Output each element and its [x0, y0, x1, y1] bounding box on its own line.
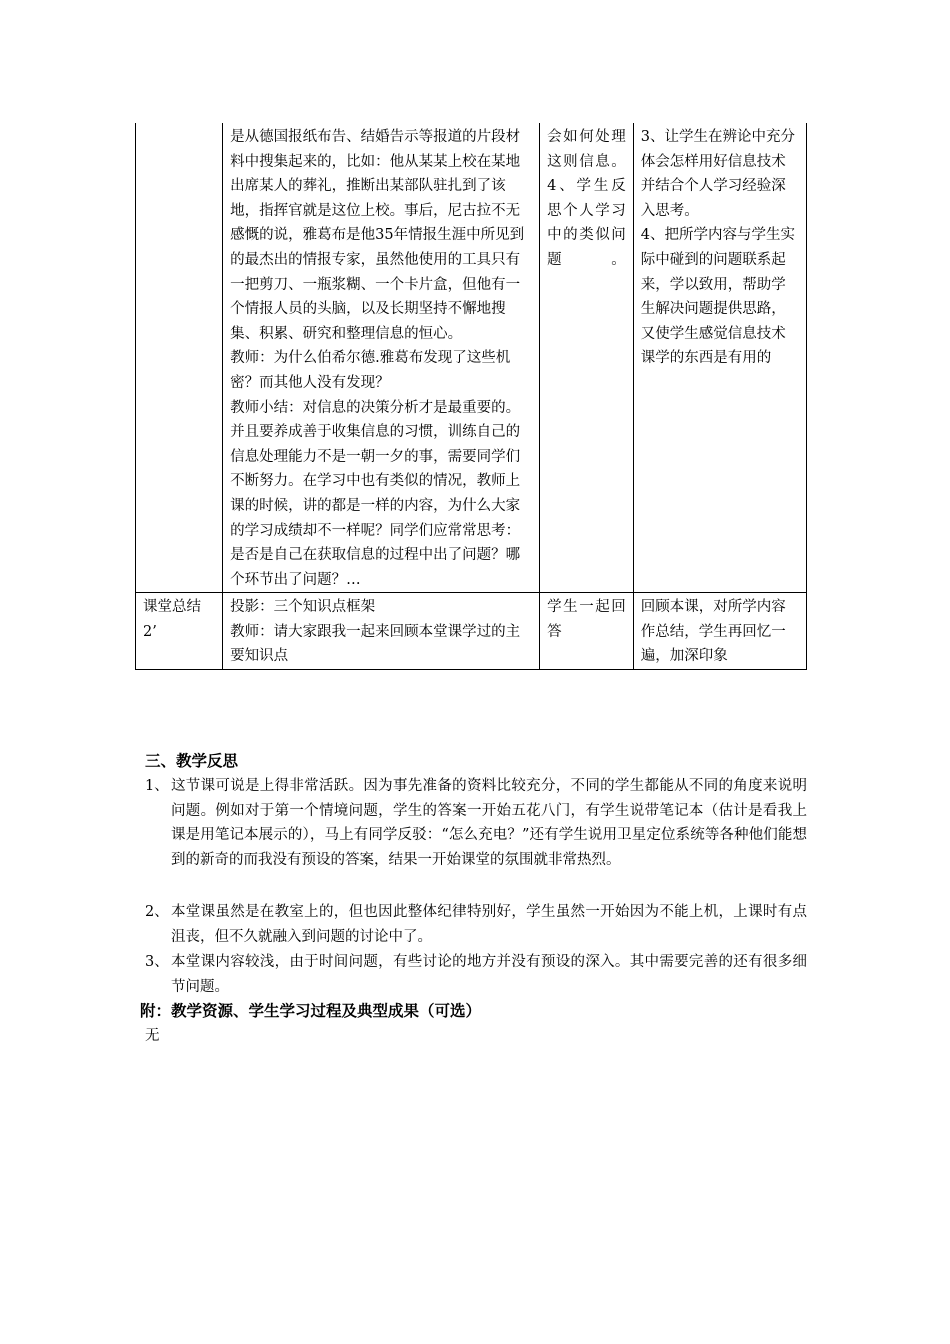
paragraph: 教师小结：对信息的决策分析才是最重要的。并且要养成善于收集信息的习惯，训练自己的信息处理能力不是一朝一夕的事，需要同学们不断努力。在学习中也有类似的情况，教师上课的时候，讲的都是一样的内容，为什么大家的学习成绩却不一样呢？同学们应常常思考：是否是自己在获取信息的过程中出了问题？哪个环节出了问题？… [230, 399, 521, 588]
stage-name: 课堂总结 [143, 599, 201, 616]
table-row [136, 123, 807, 593]
list-item [145, 900, 807, 949]
paragraph: 4、把所学内容与学生实际中碰到的问题联系起来，学以致用，帮助学生解决问题提供思路，又使学生感觉信息技术课学的东西是有用的 [640, 227, 796, 367]
paragraph: 教师：请大家跟我一起来回顾本堂课学过的主要知识点 [230, 623, 521, 665]
design-intent-cell: 回顾本课，对所学内容作总结，学生再回忆一遍，加深印象 [633, 593, 806, 670]
teacher-activity-cell [223, 123, 540, 593]
paragraph: 投影：三个知识点框架 [230, 599, 376, 616]
paragraph: 4、学生反思个人学习中的类似问题。 [547, 178, 626, 268]
item-text: 这节课可说是上得非常活跃。因为事先准备的资料比较充分，不同的学生都能从不同的角度来说明问题。例如对于第一个情境问题，学生的答案一开始五花八门，有学生说带笔记本（估计是看我上课是用笔记本展示的），马上有同学反驳：“怎么充电？”还有学生说用卫星定位系统等各种他们能想到的新奇的而我没有预设的答案，结果一开始课堂的氛围就非常热烈。 [171, 778, 807, 868]
appendix-title: 附：教学资源、学生学习过程及典型成果（可选） [140, 1001, 482, 1020]
appendix-text: 无 [145, 1028, 160, 1044]
design-intent-cell [633, 123, 806, 593]
table-row [136, 593, 807, 670]
stage-cell [136, 593, 223, 670]
stage-cell [136, 123, 223, 593]
stage-duration: 2’ [143, 623, 157, 640]
lesson-table [135, 123, 807, 670]
teacher-activity-cell [223, 593, 540, 670]
item-number: 3、 [145, 954, 169, 970]
student-activity-cell: 学生一起回答 [540, 593, 634, 670]
paragraph: 会如何处理这则信息。 [547, 129, 626, 170]
student-activity-cell [540, 123, 634, 593]
item-text: 本堂课内容较浅，由于时间问题，有些讨论的地方并没有预设的深入。其中需要完善的还有很多细节问题。 [171, 954, 807, 995]
item-text: 本堂课虽然是在教室上的，但也因此整体纪律特别好，学生虽然一开始因为不能上机，上课时有点沮丧，但不久就融入到问题的讨论中了。 [171, 904, 807, 945]
paragraph: 3、让学生在辨论中充分体会怎样用好信息技术并结合个人学习经验深入思考。 [640, 129, 796, 219]
paragraph: 是从德国报纸布告、结婚告示等报道的片段材料中搜集起来的，比如：他从某某上校在某地出席某人的葬礼，推断出某部队驻扎到了该地，指挥官就是这位上校。事后，尼古拉不无感慨的说，雅葛布是他35年情报生涯中所见到的最杰出的情报专家，虽然他使用的工具只有一把剪刀、一瓶浆糊、一个卡片盒，但他有一个情报人员的头脑，以及长期坚持不懈地搜集、积累、研究和整理信息的恒心。 [230, 129, 525, 342]
item-number: 1、 [145, 778, 169, 794]
item-number: 2、 [145, 904, 169, 920]
section-title: 三、教学反思 [145, 751, 239, 770]
paragraph: 教师：为什么伯希尔德.雅葛布发现了这些机密？而其他人没有发现？ [230, 350, 511, 391]
list-item [145, 774, 807, 872]
list-item [145, 950, 807, 999]
